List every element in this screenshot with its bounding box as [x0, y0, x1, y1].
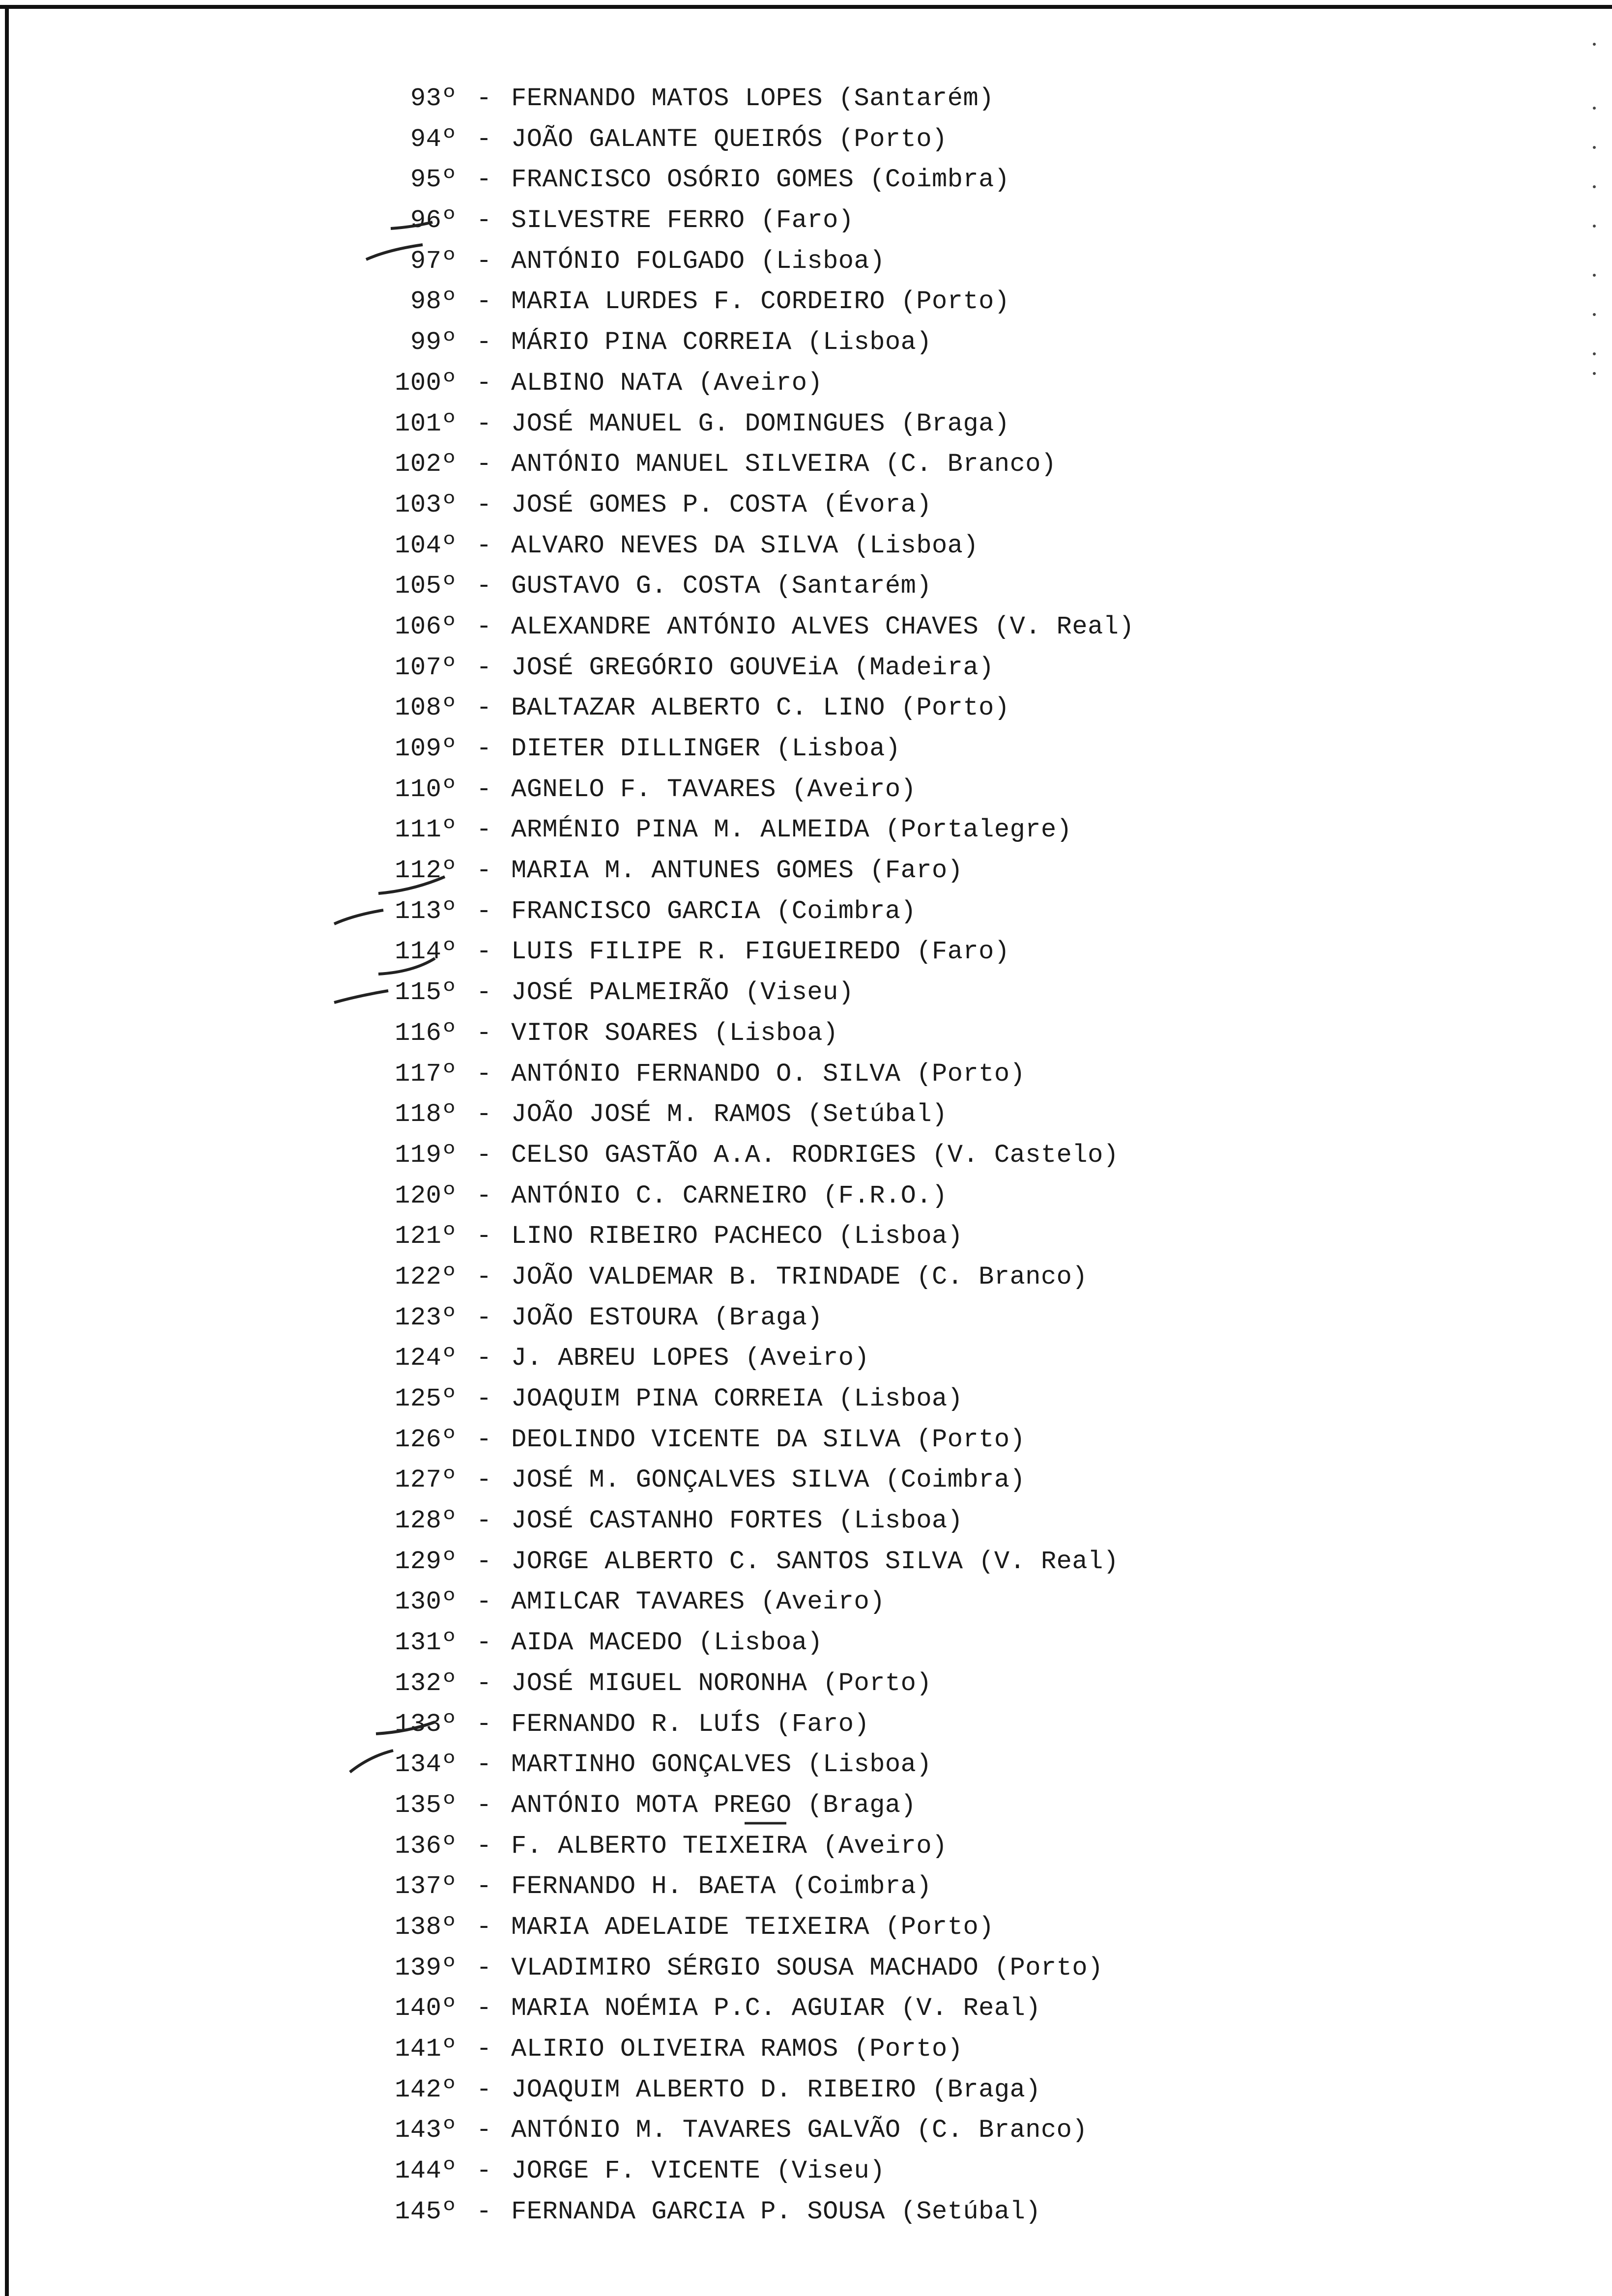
entry-separator: - [476, 1831, 492, 1861]
entry-rank: 137º [395, 1872, 457, 1901]
list-item [344, 1542, 1524, 1582]
list-item [344, 1866, 1524, 1907]
entry-rank: 105º [395, 572, 457, 601]
entry-name-district: FRANCISCO GARCIA (Coimbra) [511, 896, 917, 926]
margin-dot-marks [1589, 29, 1599, 403]
list-item [344, 2192, 1524, 2233]
entry-separator: - [476, 328, 492, 357]
entry-separator: - [476, 1872, 492, 1901]
entry-separator: - [476, 1018, 492, 1048]
list-item [344, 1135, 1524, 1176]
list-item [344, 1907, 1524, 1948]
entry-rank: 144º [395, 2156, 457, 2186]
entry-rank: 111º [395, 815, 457, 845]
list-item [344, 1745, 1524, 1785]
list-item [344, 1623, 1524, 1664]
entry-name-district: ALIRIO OLIVEIRA RAMOS (Porto) [511, 2035, 963, 2064]
list-item [344, 119, 1524, 160]
list-item [344, 485, 1524, 526]
entry-rank: 133º [395, 1709, 457, 1739]
entry-name-district: FRANCISCO OSÓRIO GOMES (Coimbra) [511, 165, 1010, 195]
entry-name-district: AIDA MACEDO (Lisboa) [511, 1628, 823, 1658]
entry-rank: 98º [410, 287, 457, 316]
entry-name-district: ALBINO NATA (Aveiro) [511, 368, 823, 398]
entry-separator: - [476, 2035, 492, 2064]
entry-rank: 103º [395, 490, 457, 519]
entry-name-district: DEOLINDO VICENTE DA SILVA (Porto) [511, 1425, 1026, 1454]
list-item [344, 79, 1524, 119]
entry-separator: - [476, 775, 492, 804]
entry-separator: - [476, 653, 492, 682]
list-item [344, 1988, 1524, 2029]
list-item [344, 1460, 1524, 1501]
entry-rank: 101º [395, 409, 457, 438]
entry-name-district: LUIS FILIPE R. FIGUEIREDO (Faro) [511, 937, 1010, 967]
entry-name-district: JOSÉ CASTANHO FORTES (Lisboa) [511, 1506, 963, 1536]
list-item [344, 851, 1524, 891]
entry-rank: 141º [395, 2035, 457, 2064]
list-item [344, 1948, 1524, 1989]
entry-rank: 131º [395, 1628, 457, 1658]
entry-name-district: FERNANDO H. BAETA (Coimbra) [511, 1872, 932, 1901]
entry-separator: - [476, 1222, 492, 1251]
entry-separator: - [476, 937, 492, 967]
list-item [344, 241, 1524, 282]
list-item [344, 1664, 1524, 1704]
entry-rank: 138º [395, 1912, 457, 1942]
entry-rank: 113º [395, 896, 457, 926]
entry-name-district: MARIA ADELAIDE TEIXEIRA (Porto) [511, 1912, 994, 1942]
entry-name-district: JOSÉ PALMEIRÃO (Viseu) [511, 978, 854, 1007]
list-item [344, 973, 1524, 1013]
list-item [344, 2151, 1524, 2192]
entry-rank: 135º [395, 1790, 457, 1820]
list-item [344, 1176, 1524, 1217]
entry-rank: 140º [395, 1994, 457, 2023]
entry-rank: 108º [395, 693, 457, 723]
entry-rank: 97º [410, 246, 457, 276]
entry-separator: - [476, 246, 492, 276]
list-item [344, 1785, 1524, 1826]
list-item [344, 566, 1524, 607]
list-item [344, 1420, 1524, 1461]
entry-separator: - [476, 1181, 492, 1210]
entry-separator: - [476, 1100, 492, 1129]
entry-separator: - [476, 1953, 492, 1982]
entry-name-district: ARMÉNIO PINA M. ALMEIDA (Portalegre) [511, 815, 1072, 845]
list-item [344, 1257, 1524, 1298]
entry-name-district: J. ABREU LOPES (Aveiro) [511, 1344, 870, 1373]
entry-separator: - [476, 1303, 492, 1332]
entry-separator: - [476, 1750, 492, 1779]
entry-rank: 119º [395, 1140, 457, 1170]
entry-name-district: JOAQUIM ALBERTO D. RIBEIRO (Braga) [511, 2075, 1041, 2104]
entry-name-district: ALEXANDRE ANTÓNIO ALVES CHAVES (V. Real) [511, 612, 1135, 641]
entry-separator: - [476, 84, 492, 113]
entry-separator: - [476, 978, 492, 1007]
list-item [344, 404, 1524, 445]
entry-separator: - [476, 409, 492, 438]
entry-separator: - [476, 368, 492, 398]
list-item [344, 282, 1524, 322]
entry-separator: - [476, 490, 492, 519]
list-item [344, 1582, 1524, 1623]
entry-rank: 106º [395, 612, 457, 641]
entry-rank: 99º [410, 328, 457, 357]
list-item [344, 1826, 1524, 1867]
entry-name-district: JOÃO JOSÉ M. RAMOS (Setúbal) [511, 1100, 948, 1129]
entry-rank: 142º [395, 2075, 457, 2104]
entry-rank: 139º [395, 1953, 457, 1982]
list-item [344, 648, 1524, 689]
entry-name-district: ANTÓNIO FERNANDO O. SILVA (Porto) [511, 1059, 1026, 1089]
entry-name-district: DIETER DILLINGER (Lisboa) [511, 734, 901, 763]
entry-rank: 115º [395, 978, 457, 1007]
entry-rank: 125º [395, 1384, 457, 1413]
entry-separator: - [476, 2075, 492, 2104]
entry-name-district: VITOR SOARES (Lisboa) [511, 1018, 838, 1048]
entry-separator: - [476, 124, 492, 154]
entry-separator: - [476, 1709, 492, 1739]
entry-separator: - [476, 612, 492, 641]
list-item [344, 770, 1524, 810]
list-item [344, 810, 1524, 851]
entry-name-district: F. ALBERTO TEIXEIRA (Aveiro) [511, 1831, 948, 1861]
list-item [344, 1501, 1524, 1542]
list-item [344, 526, 1524, 567]
entry-separator: - [476, 815, 492, 845]
entry-name-district: MARIA NOÉMIA P.C. AGUIAR (V. Real) [511, 1994, 1041, 2023]
entry-rank: 94º [410, 124, 457, 154]
entry-separator: - [476, 1587, 492, 1617]
entry-name-district: ALVARO NEVES DA SILVA (Lisboa) [511, 531, 979, 560]
ranked-name-list [344, 79, 1524, 2232]
list-item [344, 1013, 1524, 1054]
list-item [344, 932, 1524, 973]
scan-border-top [0, 5, 1612, 9]
entry-name-district: GUSTAVO G. COSTA (Santarém) [511, 572, 932, 601]
entry-rank: 126º [395, 1425, 457, 1454]
entry-separator: - [476, 1547, 492, 1576]
list-item [344, 160, 1524, 201]
list-item [344, 1704, 1524, 1745]
entry-rank: 107º [395, 653, 457, 682]
entry-rank: 117º [395, 1059, 457, 1089]
entry-rank: 96º [410, 206, 457, 235]
entry-name-district: JOÃO ESTOURA (Braga) [511, 1303, 823, 1332]
entry-rank: 95º [410, 165, 457, 195]
entry-name-district: JORGE ALBERTO C. SANTOS SILVA (V. Real) [511, 1547, 1119, 1576]
entry-name-district: AGNELO F. TAVARES (Aveiro) [511, 775, 917, 804]
entry-separator: - [476, 693, 492, 723]
entry-name-district: JOAQUIM PINA CORREIA (Lisboa) [511, 1384, 963, 1413]
entry-rank: 128º [395, 1506, 457, 1536]
entry-rank: 122º [395, 1262, 457, 1292]
entry-separator: - [476, 1912, 492, 1942]
entry-separator: - [476, 1140, 492, 1170]
entry-rank: 118º [395, 1100, 457, 1129]
list-item [344, 1054, 1524, 1095]
entry-separator: - [476, 1059, 492, 1089]
entry-name-district: JOSÉ GREGÓRIO GOUVEiA (Madeira) [511, 653, 994, 682]
entry-name-district: SILVESTRE FERRO (Faro) [511, 206, 854, 235]
list-item [344, 201, 1524, 241]
entry-name-district: MARIA M. ANTUNES GOMES (Faro) [511, 856, 963, 886]
entry-rank: 145º [395, 2197, 457, 2226]
entry-rank: 124º [395, 1344, 457, 1373]
list-item [344, 2029, 1524, 2070]
list-item [344, 2070, 1524, 2111]
entry-separator: - [476, 1344, 492, 1373]
entry-name-district: MARTINHO GONÇALVES (Lisboa) [511, 1750, 932, 1779]
entry-rank: 136º [395, 1831, 457, 1861]
list-item [344, 444, 1524, 485]
list-item [344, 1094, 1524, 1135]
list-item [344, 1216, 1524, 1257]
entry-rank: 114º [395, 937, 457, 967]
entry-separator: - [476, 1994, 492, 2023]
list-item [344, 322, 1524, 363]
entry-name-district: FERNANDO MATOS LOPES (Santarém) [511, 84, 994, 113]
entry-rank: 109º [395, 734, 457, 763]
entry-separator: - [476, 1425, 492, 1454]
entry-rank: 116º [395, 1018, 457, 1048]
entry-separator: - [476, 1628, 492, 1658]
entry-separator: - [476, 287, 492, 316]
entry-rank: 102º [395, 450, 457, 479]
entry-rank: 112º [395, 856, 457, 886]
entry-rank: 127º [395, 1465, 457, 1495]
entry-name-district: BALTAZAR ALBERTO C. LINO (Porto) [511, 693, 1010, 723]
list-item [344, 1338, 1524, 1379]
entry-rank: 120º [395, 1181, 457, 1210]
entry-separator: - [476, 165, 492, 195]
entry-name-district: JORGE F. VICENTE (Viseu) [511, 2156, 885, 2186]
entry-name-district: CELSO GASTÃO A.A. RODRIGES (V. Castelo) [511, 1140, 1119, 1170]
list-item [344, 2110, 1524, 2151]
entry-separator: - [476, 1262, 492, 1292]
list-item [344, 1298, 1524, 1339]
entry-rank: 121º [395, 1222, 457, 1251]
entry-separator: - [476, 2116, 492, 2145]
entry-name-district: ANTÓNIO C. CARNEIRO (F.R.O.) [511, 1181, 948, 1210]
entry-rank: 129º [395, 1547, 457, 1576]
entry-name-district: JOÃO VALDEMAR B. TRINDADE (C. Branco) [511, 1262, 1088, 1292]
entry-separator: - [476, 450, 492, 479]
entry-name-district: JOSÉ M. GONÇALVES SILVA (Coimbra) [511, 1465, 1026, 1495]
entry-name-district: JOSÉ MIGUEL NORONHA (Porto) [511, 1668, 932, 1698]
entry-separator: - [476, 1506, 492, 1536]
entry-separator: - [476, 531, 492, 560]
entry-name-district: JOSÉ GOMES P. COSTA (Évora) [511, 490, 932, 519]
entry-separator: - [476, 1465, 492, 1495]
entry-separator: - [476, 896, 492, 926]
entry-name-district: ANTÓNIO MANUEL SILVEIRA (C. Branco) [511, 450, 1057, 479]
entry-rank: 134º [395, 1750, 457, 1779]
list-item [344, 607, 1524, 648]
entry-rank: 132º [395, 1668, 457, 1698]
entry-rank: 143º [395, 2116, 457, 2145]
list-item [344, 729, 1524, 770]
entry-rank: 100º [395, 368, 457, 398]
entry-name-district: ANTÓNIO FOLGADO (Lisboa) [511, 246, 885, 276]
entry-name-district: FERNANDA GARCIA P. SOUSA (Setúbal) [511, 2197, 1041, 2226]
entry-name-district: MÁRIO PINA CORREIA (Lisboa) [511, 328, 932, 357]
entry-name-district: LINO RIBEIRO PACHECO (Lisboa) [511, 1222, 963, 1251]
entry-name-district: MARIA LURDES F. CORDEIRO (Porto) [511, 287, 1010, 316]
list-item [344, 891, 1524, 932]
entry-name-district: JOSÉ MANUEL G. DOMINGUES (Braga) [511, 409, 1010, 438]
entry-name-district: ANTÓNIO M. TAVARES GALVÃO (C. Branco) [511, 2116, 1088, 2145]
entry-name-district: FERNANDO R. LUÍS (Faro) [511, 1709, 870, 1739]
entry-separator: - [476, 1790, 492, 1820]
entry-separator: - [476, 2156, 492, 2186]
entry-separator: - [476, 206, 492, 235]
entry-rank: 93º [410, 84, 457, 113]
entry-separator: - [476, 572, 492, 601]
entry-rank: 130º [395, 1587, 457, 1617]
entry-rank: 110º [395, 775, 457, 804]
entry-separator: - [476, 856, 492, 886]
entry-name-district: VLADIMIRO SÉRGIO SOUSA MACHADO (Porto) [511, 1953, 1103, 1982]
list-item [344, 688, 1524, 729]
list-item [344, 1379, 1524, 1420]
entry-rank: 104º [395, 531, 457, 560]
entry-rank: 123º [395, 1303, 457, 1332]
list-item [344, 363, 1524, 404]
entry-name-district: JOÃO GALANTE QUEIRÓS (Porto) [511, 124, 948, 154]
entry-separator: - [476, 2197, 492, 2226]
entry-separator: - [476, 1384, 492, 1413]
scan-border-left [5, 5, 9, 2296]
entry-name-district: AMILCAR TAVARES (Aveiro) [511, 1587, 885, 1617]
entry-separator: - [476, 734, 492, 763]
entry-name-district: ANTÓNIO MOTA PREGO (Braga) [511, 1790, 917, 1820]
entry-separator: - [476, 1668, 492, 1698]
